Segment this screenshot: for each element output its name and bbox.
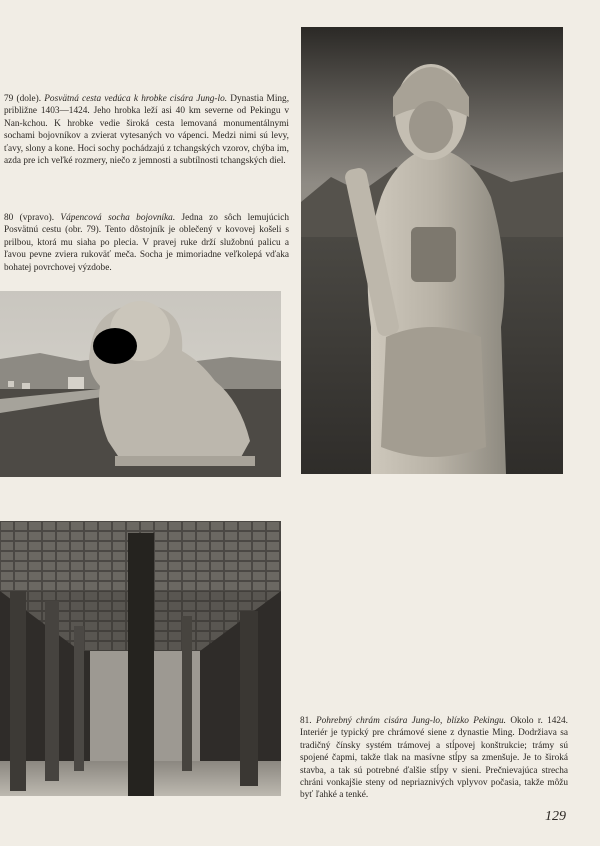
caption-79-title: Posvätná cesta vedúca k hrobke cisára Jung-lo. — [44, 94, 228, 104]
caption-80-body: Jedna zo sôch lemujúcich Posvätnú cestu (obr. 79). Tento dôstojník je oblečený v kovovej košeli s prilbou, ktorá mu siaha po plecia. V pravej ruke drží služobnú palicu a ľavou pevne zviera rukoväť meča. Socha je mimoriadne veľkolepá vďaka bohatej povrchovej výzdobe. — [4, 213, 289, 273]
caption-79-body: Dynastia Ming, približne 1403—1424. Jeho hrobka leží asi 40 km severne od Pekingu v Nan-kchou. K hrobke vedie široká cesta lemovaná monumentálnymi sochami bojovníkov a zvierat vytesaných vo vápenci. Medzi nimi sú levy, ťavy, slony a kone. Hoci sochy pochádzajú z tchangských vzorov, chýba im, azda pre ich veľké rozmery, niečo z jemnosti a subtílnosti tchangských diel. — [4, 94, 290, 167]
warrior-statue-illustration — [301, 27, 563, 474]
caption-79-number: 79 (dole). — [4, 94, 42, 104]
caption-80-number: 80 (vpravo). — [4, 213, 55, 223]
caption-81-title: Pohrebný chrám cisára Jung-lo, blízko Pekingu. — [315, 716, 506, 726]
caption-80-title: Vápencová socha bojovníka. — [60, 213, 176, 223]
caption-81 — [300, 715, 568, 802]
caption-79 — [4, 93, 289, 167]
caption-80 — [4, 212, 289, 274]
temple-interior-photo — [0, 521, 281, 796]
warrior-statue-photo — [301, 27, 563, 474]
temple-interior-illustration — [0, 521, 281, 796]
caption-81-number: 81. — [300, 716, 312, 726]
caption-81-body: Okolo r. 1424. Interiér je typický pre chrámové siene z dynastie Ming. Dodržiava sa tradičný čínsky systém trámovej a stĺpovej konštrukcie; trámy sú spojené čapmi, takže tlak na masívne stĺpy sa zmenšuje. Je to široká stavba, a tak sú potrebné ďalšie stĺpy v sieni. Prečnievajúca strecha chráni vonkajšie steny od nepriaznivých vplyvov počasia, takže môžu byť ľahké a tenké. — [300, 716, 568, 801]
stone-lion-photo — [0, 291, 281, 477]
stone-lion-illustration — [0, 291, 281, 477]
page-number: 129 — [545, 809, 566, 824]
